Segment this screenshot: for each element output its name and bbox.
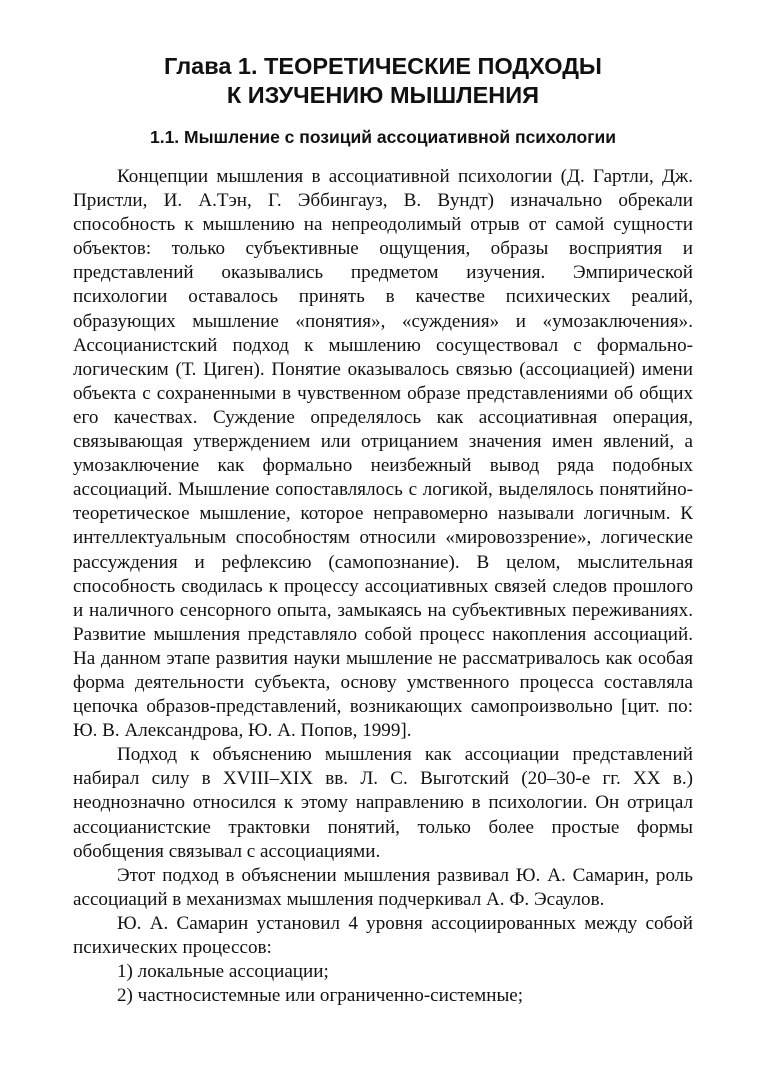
paragraph-associative-concepts: Концепции мышления в ассоциативной психологии (Д. Гартли, Дж. Пристли, И. А.Тэн, Г. Эббингауз, В. Вундт) изначально обрекали способность к мышлению на непреодолимый отрыв от самой сущности объектов: только субъективные ощущения, образы восприятия и представлений оказывались предметом изучения. Эмпирической психологии оставалось принять в качестве психических реалий, образующих мышление «понятия», «суждения» и «умозаключения». Ассоцианистский подход к мышлению сосуществовал с формально-логическим (Т. Циген). Понятие оказывалось связью (ассоциацией) имени объекта с сохраненными в чувственном образе представлениями об общих его качествах. Суждение определялось как ассоциативная операция, связывающая утверждением или отрицанием значения имен явлений, а умозаключение как формально неизбежный вывод ряда подобных ассоциаций. Мышление сопоставлялось с логикой, выделялось понятийно-теоретическое мышление, которое неправомерно называли логичным. К интеллектуальным способностям относили «мировоззрение», логические рассуждения и рефлексию (самопознание). В целом, мыслительная способность сводилась к процессу ассоциативных связей следов прошлого и наличного сенсорного опыта, замыкаясь на субъективных переживаниях. Развитие мышления представляло собой процесс накопления ассоциаций. На данном этапе развития науки мышление не рассматривалось как особая форма деятельности субъекта, основу умственного процесса составляла цепочка образов-представлений, возникающих самопроизвольно [цит. по: Ю. В. Александрова, Ю. А. Попов, 1999].: [73, 166, 693, 742]
chapter-title: [73, 52, 693, 110]
list-item-local: 1) локальные ассоциации;: [117, 961, 329, 983]
paragraph-vygotsky: Подход к объяснению мышления как ассоциации представлений набирал силу в XVIII–XIX вв. Л. С. Выготский (20–30-е гг. XX в.) неоднозначно относился к этому направлению в психологии. Он отрицал ассоцианистские трактовки понятий, только более простые формы обобщения связывал с ассоциациями.: [73, 744, 693, 862]
list-item-partial-system: 2) частносистемные или ограниченно-системные;: [117, 985, 524, 1007]
paragraph-samarin-esaulov: Этот подход в объяснении мышления развивал Ю. А. Самарин, роль ассоциаций в механизмах мышления подчеркивал А. Ф. Эсаулов.: [73, 864, 693, 910]
section-title: 1.1. Мышление с позиций ассоциативной психологии: [149, 127, 616, 147]
chapter-title-line-1: Глава 1. ТЕОРЕТИЧЕСКИЕ ПОДХОДЫ: [164, 53, 602, 79]
chapter-title-line-2: К ИЗУЧЕНИЮ МЫШЛЕНИЯ: [226, 82, 540, 108]
document-page: [73, 52, 693, 1008]
paragraph-samarin-levels: Ю. А. Самарин установил 4 уровня ассоциированных между собой психических процессов:: [73, 912, 693, 958]
